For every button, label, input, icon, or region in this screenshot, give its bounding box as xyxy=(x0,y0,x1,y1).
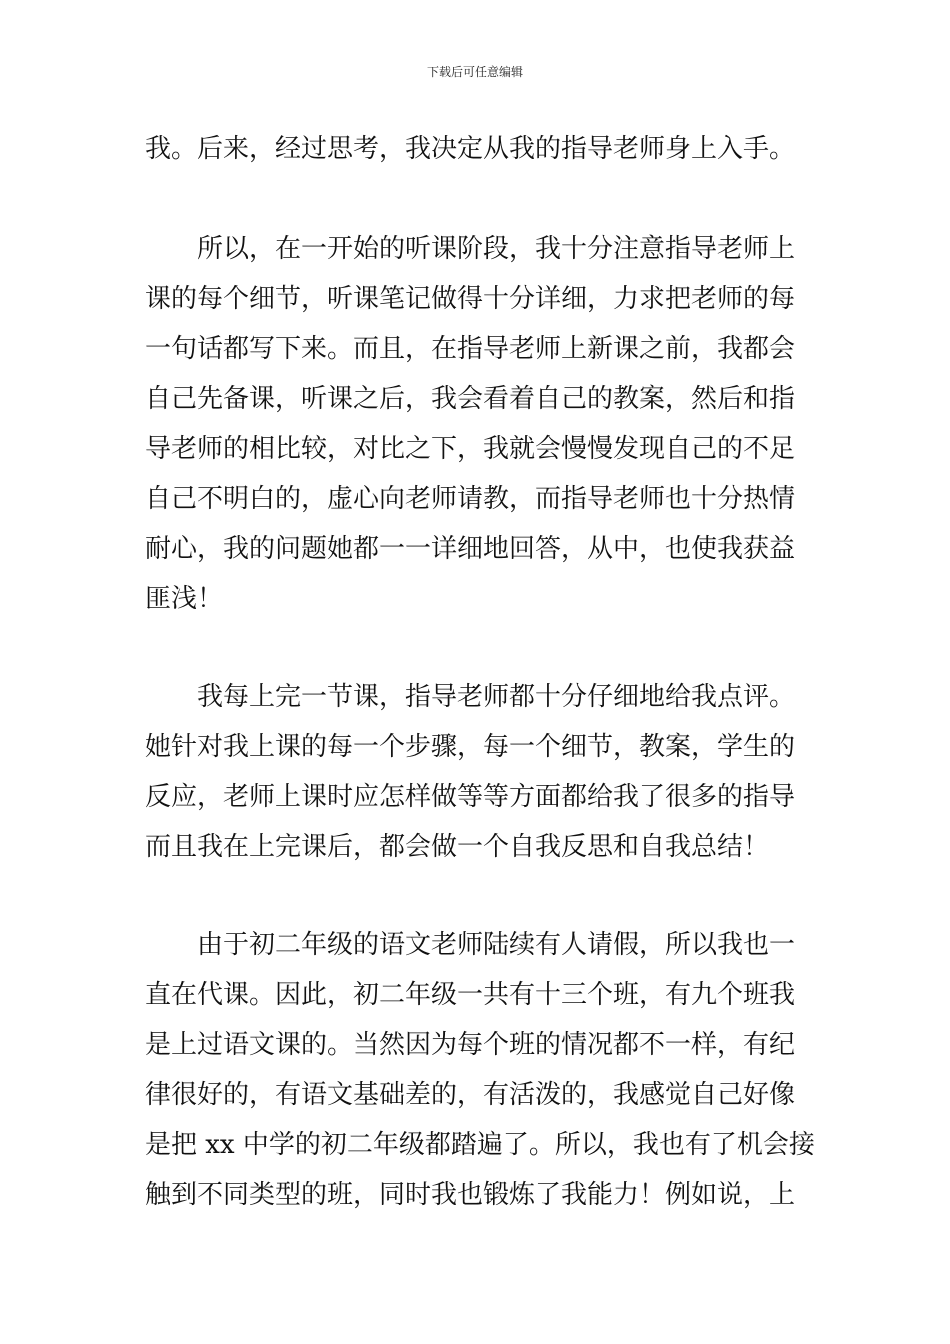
paragraph-line: 是上过语文课的。当然因为每个班的情况都不一样，有纪 xyxy=(145,1030,796,1060)
paragraph-line: 一句话都写下来。而且，在指导老师上新课之前，我都会 xyxy=(145,334,796,364)
paragraph-line: 而且我在上完课后，都会做一个自我反思和自我总结！ xyxy=(145,832,770,862)
paragraph-line: 是把 xx 中学的初二年级都踏遍了。所以，我也有了机会接 xyxy=(145,1130,815,1160)
paragraph-line: 触到不同类型的班，同时我也锻炼了我能力！例如说，上 xyxy=(145,1180,796,1210)
paragraph-line: 匪浅！ xyxy=(145,584,224,614)
paragraph-line: 由于初二年级的语文老师陆续有人请假，所以我也一 xyxy=(197,930,796,960)
paragraph-line: 她针对我上课的每一个步骤，每一个细节，教案，学生的 xyxy=(145,732,796,762)
paragraph-line: 导老师的相比较，对比之下，我就会慢慢发现自己的不足 xyxy=(145,434,796,464)
paragraph-line: 耐心，我的问题她都一一详细地回答，从中，也使我获益 xyxy=(145,534,796,564)
paragraph-line: 课的每个细节，听课笔记做得十分详细，力求把老师的每 xyxy=(145,284,796,314)
paragraph-line: 反应，老师上课时应怎样做等等方面都给我了很多的指导 xyxy=(145,782,796,812)
paragraph-line: 我。后来，经过思考，我决定从我的指导老师身上入手。 xyxy=(145,134,796,164)
paragraph-line: 律很好的，有语文基础差的，有活泼的，我感觉自己好像 xyxy=(145,1080,796,1110)
paragraph-line: 所以，在一开始的听课阶段，我十分注意指导老师上 xyxy=(197,234,796,264)
paragraph-line: 我每上完一节课，指导老师都十分仔细地给我点评。 xyxy=(197,682,796,712)
paragraph-line: 直在代课。因此，初二年级一共有十三个班，有九个班我 xyxy=(145,980,796,1010)
paragraph-line: 自己不明白的，虚心向老师请教，而指导老师也十分热情 xyxy=(145,484,796,514)
page-header: 下载后可任意编辑 xyxy=(426,65,523,79)
paragraph-line: 自己先备课，听课之后，我会看着自己的教案，然后和指 xyxy=(145,384,796,414)
